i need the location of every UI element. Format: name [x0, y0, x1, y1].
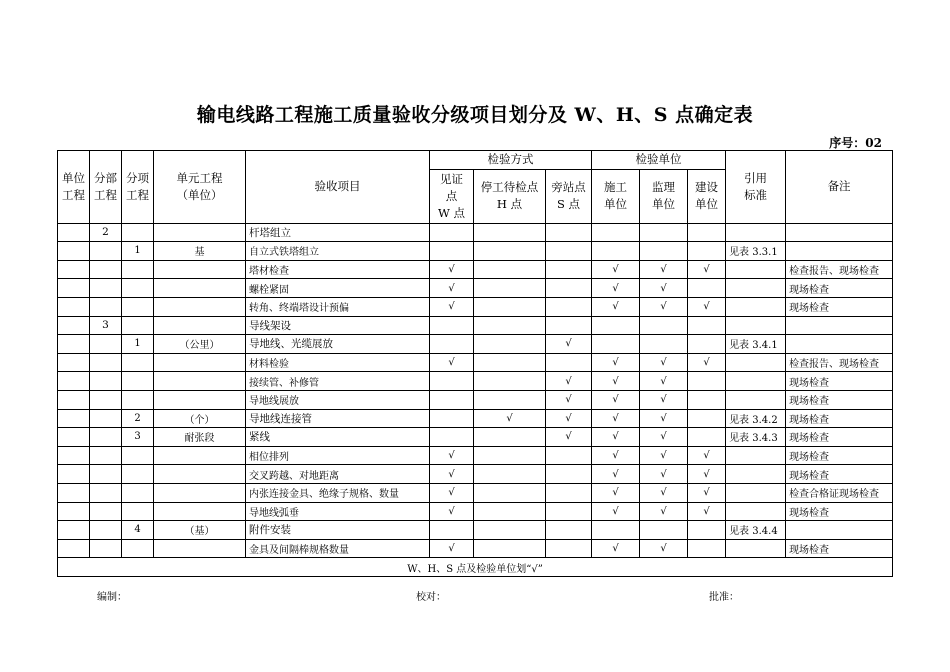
item-cell — [122, 223, 154, 242]
construction-check: √ — [592, 353, 640, 372]
owner-unit-header: 建设单位 — [688, 169, 726, 223]
construction-unit-header: 施工单位 — [592, 169, 640, 223]
owner-check — [688, 539, 726, 558]
reference-cell: 见表 3.3.1 — [726, 242, 786, 261]
element-cell — [154, 223, 246, 242]
standby-check — [546, 297, 592, 316]
witness-check: √ — [430, 502, 474, 521]
supervision-check — [640, 316, 688, 335]
sub-project-cell — [90, 483, 122, 502]
standby-check — [546, 483, 592, 502]
table-row — [58, 223, 893, 242]
inspection-item-cell: 塔材检查 — [246, 260, 430, 279]
construction-check — [592, 316, 640, 335]
unit-cell — [58, 242, 90, 261]
remark-cell: 现场检查 — [786, 297, 893, 316]
reference-cell — [726, 446, 786, 465]
supervision-check: √ — [640, 539, 688, 558]
hold-check — [474, 521, 546, 540]
owner-check: √ — [688, 465, 726, 484]
table-row — [58, 242, 893, 261]
unit-cell — [58, 390, 90, 409]
remark-cell: 现场检查 — [786, 539, 893, 558]
reference-cell — [726, 483, 786, 502]
supervision-check: √ — [640, 353, 688, 372]
hold-check — [474, 297, 546, 316]
construction-check: √ — [592, 297, 640, 316]
construction-check: √ — [592, 260, 640, 279]
standby-check — [546, 279, 592, 298]
remarks-header: 备注 — [786, 151, 893, 224]
sub-project-header: 分部工程 — [90, 151, 122, 224]
item-cell: 3 — [122, 428, 154, 447]
standby-check — [546, 539, 592, 558]
remark-cell — [786, 242, 893, 261]
inspection-table — [57, 150, 893, 577]
reference-cell — [726, 372, 786, 391]
item-cell — [122, 297, 154, 316]
element-cell — [154, 372, 246, 391]
item-project-header: 分项工程 — [122, 151, 154, 224]
standby-check: √ — [546, 390, 592, 409]
hold-check — [474, 390, 546, 409]
unit-cell — [58, 521, 90, 540]
reference-cell — [726, 465, 786, 484]
supervision-check: √ — [640, 260, 688, 279]
standby-point-header: 旁站点 S 点 — [546, 169, 592, 223]
remark-cell: 现场检查 — [786, 446, 893, 465]
inspection-item-cell: 转角、终端塔设计预偏 — [246, 297, 430, 316]
element-cell: （公里） — [154, 335, 246, 354]
remark-cell: 检查报告、现场检查 — [786, 353, 893, 372]
item-cell — [122, 539, 154, 558]
sub-project-cell — [90, 409, 122, 428]
standby-check: √ — [546, 409, 592, 428]
inspection-item-cell: 接续管、补修管 — [246, 372, 430, 391]
hold-check — [474, 279, 546, 298]
sub-project-cell — [90, 279, 122, 298]
witness-check — [430, 409, 474, 428]
reference-cell — [726, 353, 786, 372]
hold-check — [474, 223, 546, 242]
supervision-check — [640, 223, 688, 242]
item-cell — [122, 260, 154, 279]
hold-check — [474, 465, 546, 484]
construction-check — [592, 223, 640, 242]
witness-check: √ — [430, 446, 474, 465]
unit-project-header: 单位工程 — [58, 151, 90, 224]
element-project-header: 单元工程 （单位） — [154, 151, 246, 224]
item-cell — [122, 353, 154, 372]
inspection-item-cell: 螺栓紧固 — [246, 279, 430, 298]
sub-project-cell — [90, 539, 122, 558]
inspection-item-cell: 紧线 — [246, 428, 430, 447]
element-cell: 基 — [154, 242, 246, 261]
unit-cell — [58, 260, 90, 279]
reference-cell — [726, 316, 786, 335]
standby-check — [546, 446, 592, 465]
inspection-item-cell: 相位排列 — [246, 446, 430, 465]
construction-check: √ — [592, 390, 640, 409]
owner-check — [688, 521, 726, 540]
owner-check — [688, 242, 726, 261]
table-row — [58, 297, 893, 316]
inspection-item-cell: 金具及间隔棒规格数量 — [246, 539, 430, 558]
owner-check — [688, 335, 726, 354]
inspection-item-cell: 自立式铁塔组立 — [246, 242, 430, 261]
table-row — [58, 483, 893, 502]
sub-project-cell — [90, 372, 122, 391]
remark-cell — [786, 335, 893, 354]
owner-check: √ — [688, 483, 726, 502]
reference-cell: 见表 3.4.4 — [726, 521, 786, 540]
sub-project-cell — [90, 297, 122, 316]
witness-check — [430, 390, 474, 409]
supervision-check: √ — [640, 372, 688, 391]
hold-check — [474, 446, 546, 465]
witness-check: √ — [430, 279, 474, 298]
unit-cell — [58, 353, 90, 372]
owner-check: √ — [688, 297, 726, 316]
inspection-method-header: 检验方式 — [430, 151, 592, 170]
remark-cell: 现场检查 — [786, 409, 893, 428]
inspection-item-cell: 导线架设 — [246, 316, 430, 335]
inspection-item-cell: 导地线弧垂 — [246, 502, 430, 521]
table-body — [58, 223, 893, 558]
hold-check — [474, 483, 546, 502]
owner-check: √ — [688, 260, 726, 279]
item-cell — [122, 446, 154, 465]
element-cell — [154, 353, 246, 372]
standby-check: √ — [546, 372, 592, 391]
supervision-check — [640, 335, 688, 354]
remark-cell: 检查报告、现场检查 — [786, 260, 893, 279]
hold-check — [474, 316, 546, 335]
element-cell — [154, 260, 246, 279]
unit-cell — [58, 223, 90, 242]
table-row — [58, 465, 893, 484]
remark-cell — [786, 223, 893, 242]
construction-check: √ — [592, 502, 640, 521]
item-cell: 2 — [122, 409, 154, 428]
table-row — [58, 353, 893, 372]
supervision-check — [640, 521, 688, 540]
reference-cell — [726, 539, 786, 558]
table-row — [58, 409, 893, 428]
inspection-item-cell: 附件安装 — [246, 521, 430, 540]
witness-check — [430, 316, 474, 335]
remark-cell: 现场检查 — [786, 279, 893, 298]
standby-check — [546, 465, 592, 484]
owner-check: √ — [688, 446, 726, 465]
hold-check — [474, 539, 546, 558]
item-cell: 4 — [122, 521, 154, 540]
hold-check — [474, 260, 546, 279]
unit-cell — [58, 316, 90, 335]
owner-check — [688, 390, 726, 409]
element-cell — [154, 446, 246, 465]
supervision-check — [640, 242, 688, 261]
sub-project-cell — [90, 428, 122, 447]
item-cell — [122, 279, 154, 298]
remark-cell: 现场检查 — [786, 428, 893, 447]
witness-check: √ — [430, 297, 474, 316]
reference-cell — [726, 223, 786, 242]
table-row — [58, 446, 893, 465]
serial-number: 序号：02 — [829, 136, 882, 150]
hold-check — [474, 242, 546, 261]
sub-project-cell — [90, 446, 122, 465]
supervision-check: √ — [640, 390, 688, 409]
element-cell — [154, 316, 246, 335]
construction-check: √ — [592, 539, 640, 558]
hold-check — [474, 372, 546, 391]
owner-check — [688, 409, 726, 428]
unit-cell — [58, 372, 90, 391]
item-cell: 1 — [122, 335, 154, 354]
sub-project-cell — [90, 353, 122, 372]
table-footnote: W、H、S 点及检验单位划“√” — [58, 558, 893, 577]
hold-check — [474, 502, 546, 521]
owner-check — [688, 223, 726, 242]
construction-check: √ — [592, 409, 640, 428]
sub-project-cell — [90, 242, 122, 261]
element-cell — [154, 539, 246, 558]
reference-cell — [726, 279, 786, 298]
owner-check — [688, 428, 726, 447]
reference-cell: 见表 3.4.1 — [726, 335, 786, 354]
standby-check — [546, 316, 592, 335]
supervision-check: √ — [640, 297, 688, 316]
construction-check: √ — [592, 465, 640, 484]
supervision-check: √ — [640, 409, 688, 428]
supervision-check: √ — [640, 428, 688, 447]
construction-check — [592, 521, 640, 540]
inspection-item-cell: 交叉跨越、对地距离 — [246, 465, 430, 484]
table-row — [58, 316, 893, 335]
table-row — [58, 279, 893, 298]
unit-cell — [58, 539, 90, 558]
supervision-check: √ — [640, 465, 688, 484]
inspection-item-cell: 导地线连接管 — [246, 409, 430, 428]
item-cell — [122, 502, 154, 521]
item-cell — [122, 483, 154, 502]
standby-check: √ — [546, 428, 592, 447]
element-cell: 耐张段 — [154, 428, 246, 447]
witness-check — [430, 223, 474, 242]
witness-check — [430, 242, 474, 261]
witness-check — [430, 428, 474, 447]
witness-check — [430, 372, 474, 391]
prepared-by-label: 编制： — [97, 592, 127, 603]
reference-cell — [726, 297, 786, 316]
supervision-check: √ — [640, 446, 688, 465]
witness-check: √ — [430, 539, 474, 558]
element-cell: （个） — [154, 409, 246, 428]
construction-check — [592, 242, 640, 261]
witness-point-header: 见证点 W 点 — [430, 169, 474, 223]
sub-project-cell: 3 — [90, 316, 122, 335]
hold-check — [474, 353, 546, 372]
unit-cell — [58, 409, 90, 428]
inspection-item-header: 验收项目 — [246, 151, 430, 224]
unit-cell — [58, 428, 90, 447]
hold-point-header: 停工待检点 H 点 — [474, 169, 546, 223]
remark-cell: 现场检查 — [786, 372, 893, 391]
table-row — [58, 390, 893, 409]
element-cell — [154, 390, 246, 409]
owner-check: √ — [688, 353, 726, 372]
inspection-unit-header: 检验单位 — [592, 151, 726, 170]
table-row — [58, 539, 893, 558]
inspection-item-cell: 导地线、光缆展放 — [246, 335, 430, 354]
standby-check — [546, 242, 592, 261]
item-cell: 1 — [122, 242, 154, 261]
remark-cell — [786, 316, 893, 335]
inspection-item-cell: 杆塔组立 — [246, 223, 430, 242]
construction-check: √ — [592, 372, 640, 391]
item-cell — [122, 465, 154, 484]
sub-project-cell — [90, 521, 122, 540]
owner-check — [688, 372, 726, 391]
construction-check: √ — [592, 279, 640, 298]
witness-check — [430, 335, 474, 354]
witness-check: √ — [430, 260, 474, 279]
inspection-item-cell: 导地线展放 — [246, 390, 430, 409]
sub-project-cell — [90, 502, 122, 521]
reference-cell: 见表 3.4.2 — [726, 409, 786, 428]
sub-project-cell — [90, 335, 122, 354]
witness-check: √ — [430, 353, 474, 372]
sub-project-cell — [90, 260, 122, 279]
standby-check — [546, 260, 592, 279]
remark-cell: 现场检查 — [786, 465, 893, 484]
unit-cell — [58, 465, 90, 484]
sub-project-cell — [90, 465, 122, 484]
table-row — [58, 335, 893, 354]
hold-check — [474, 335, 546, 354]
element-cell — [154, 279, 246, 298]
supervision-check: √ — [640, 279, 688, 298]
unit-cell — [58, 279, 90, 298]
owner-check — [688, 279, 726, 298]
element-cell — [154, 297, 246, 316]
standby-check — [546, 502, 592, 521]
construction-check: √ — [592, 483, 640, 502]
table-row — [58, 521, 893, 540]
sub-project-cell: 2 — [90, 223, 122, 242]
hold-check: √ — [474, 409, 546, 428]
element-cell — [154, 465, 246, 484]
table-row — [58, 502, 893, 521]
construction-check: √ — [592, 446, 640, 465]
standby-check: √ — [546, 335, 592, 354]
sub-project-cell — [90, 390, 122, 409]
inspection-item-cell: 内张连接金具、绝缘子规格、数量 — [246, 483, 430, 502]
checked-by-label: 校对： — [416, 592, 446, 603]
unit-cell — [58, 446, 90, 465]
element-cell — [154, 483, 246, 502]
reference-cell — [726, 502, 786, 521]
remark-cell: 现场检查 — [786, 390, 893, 409]
table-row — [58, 260, 893, 279]
standby-check — [546, 223, 592, 242]
unit-cell — [58, 483, 90, 502]
reference-standard-header: 引用标准 — [726, 151, 786, 224]
supervision-check: √ — [640, 502, 688, 521]
unit-cell — [58, 297, 90, 316]
construction-check: √ — [592, 428, 640, 447]
standby-check — [546, 353, 592, 372]
element-cell: （基） — [154, 521, 246, 540]
owner-check — [688, 316, 726, 335]
approved-by-label: 批准： — [709, 592, 739, 603]
standby-check — [546, 521, 592, 540]
witness-check: √ — [430, 465, 474, 484]
unit-cell — [58, 502, 90, 521]
page-title: 输电线路工程施工质量验收分级项目划分及 W、H、S 点确定表 — [196, 104, 754, 126]
witness-check: √ — [430, 483, 474, 502]
witness-check — [430, 521, 474, 540]
supervision-check: √ — [640, 483, 688, 502]
construction-check — [592, 335, 640, 354]
supervision-unit-header: 监理单位 — [640, 169, 688, 223]
remark-cell — [786, 521, 893, 540]
inspection-item-cell: 材料检验 — [246, 353, 430, 372]
table-row — [58, 372, 893, 391]
owner-check: √ — [688, 502, 726, 521]
remark-cell: 现场检查 — [786, 502, 893, 521]
reference-cell — [726, 260, 786, 279]
reference-cell — [726, 390, 786, 409]
remark-cell: 检查合格证现场检查 — [786, 483, 893, 502]
item-cell — [122, 372, 154, 391]
hold-check — [474, 428, 546, 447]
reference-cell: 见表 3.4.3 — [726, 428, 786, 447]
item-cell — [122, 390, 154, 409]
item-cell — [122, 316, 154, 335]
unit-cell — [58, 335, 90, 354]
element-cell — [154, 502, 246, 521]
table-row — [58, 428, 893, 447]
